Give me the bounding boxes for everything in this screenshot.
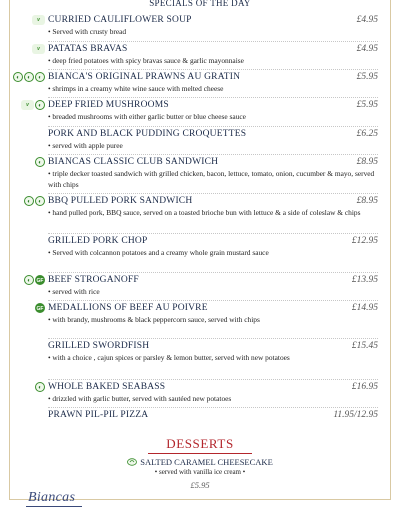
item-price: £15.45	[351, 341, 378, 351]
item-description: • Served with colcannon potatoes and a creamy whole grain mustard sauce	[48, 248, 269, 257]
item-divider	[48, 338, 378, 339]
item-description: • deep fried potatoes with spicy bravas sauce & garlic mayonnaise	[48, 56, 244, 65]
dietary-icons	[12, 72, 46, 83]
vegetarian-icon: ◐	[35, 157, 45, 167]
menu-item	[48, 409, 378, 421]
item-description: • drizzled with garlic butter, served with sautéed new potatoes	[48, 394, 232, 403]
menu-item	[37, 43, 378, 67]
dessert-description: • served with vanilla ice cream •	[154, 468, 246, 476]
item-price: £16.95	[351, 382, 378, 392]
vegetarian-icon: ◐	[35, 100, 45, 110]
item-name: PRAWN PIL-PIL PIZZA	[48, 410, 149, 420]
item-name: GRILLED SWORDFISH	[48, 341, 150, 351]
dietary-icons	[12, 196, 46, 207]
item-name: PATATAS BRAVAS	[48, 44, 128, 54]
item-name: GRILLED PORK CHOP	[48, 236, 148, 246]
item-price: £13.95	[351, 275, 378, 285]
vegan-icon: v	[32, 44, 45, 54]
menu-item	[37, 14, 378, 38]
menu-item	[26, 99, 378, 123]
vegan-icon: v	[32, 15, 45, 25]
item-divider	[48, 41, 378, 42]
dietary-icons	[12, 236, 46, 247]
item-description: • triple decker toasted sandwich with grilled chicken, bacon, lettuce, tomato, onion, cucumber & mayo, served with chips	[48, 169, 375, 189]
vegan-icon: v	[21, 100, 34, 110]
dietary-icons	[12, 382, 46, 393]
item-description: • with brandy, mushrooms & black peppercorn sauce, served with chips	[48, 315, 260, 324]
desserts-divider	[148, 453, 252, 454]
dietary-icons	[12, 303, 46, 314]
item-price: £14.95	[351, 303, 378, 313]
gluten-free-icon: GF	[35, 275, 45, 285]
item-name: BIANCA'S ORIGINAL PRAWNS AU GRATIN	[48, 72, 241, 82]
item-divider	[48, 300, 378, 301]
dietary-icons	[12, 15, 46, 26]
item-divider	[48, 154, 378, 155]
vegetarian-icon: ◐	[13, 72, 23, 82]
vegetarian-icon: ◐	[35, 382, 45, 392]
vegetarian-icon: ◐	[24, 275, 34, 285]
logo-underline	[26, 506, 82, 509]
item-name: MEDALLIONS OF BEEF AU POIVRE	[48, 303, 208, 313]
dietary-icons	[12, 129, 46, 140]
item-divider	[48, 97, 378, 98]
item-name: PORK AND BLACK PUDDING CROQUETTES	[48, 129, 247, 139]
logo-wordmark: Biancas	[28, 490, 76, 505]
vegetarian-icon	[127, 458, 137, 466]
item-price: £6.25	[356, 129, 378, 139]
menu-item	[48, 235, 378, 259]
dietary-icons	[12, 44, 46, 55]
menu-item	[38, 381, 378, 405]
dessert-price: £5.95	[190, 480, 210, 490]
dietary-icons	[12, 341, 46, 352]
item-price: 11.95/12.95	[333, 410, 378, 420]
item-price: £5.95	[356, 100, 378, 110]
vegetarian-icon: ◐	[35, 196, 45, 206]
item-description: • Served with crusty bread	[48, 27, 127, 36]
item-divider	[48, 69, 378, 70]
dietary-icons	[12, 410, 46, 421]
vegetarian-icon: ◐	[24, 196, 34, 206]
menu-item	[16, 71, 378, 95]
menu-item	[27, 274, 378, 298]
item-divider	[48, 126, 378, 127]
item-description: • with a choice , cajun spices or parsley & lemon butter, served with new potatoes	[48, 353, 290, 362]
vegetarian-icon: ◐	[35, 72, 45, 82]
item-price: £4.95	[356, 15, 378, 25]
menu-item	[27, 195, 378, 219]
dessert-name: SALTED CARAMEL CHEESECAKE	[140, 457, 273, 467]
menu-item	[48, 128, 378, 152]
item-price: £8.95	[356, 157, 378, 167]
item-name: CURRIED CAULIFLOWER SOUP	[48, 15, 192, 25]
specials-heading: SPECIALS OF THE DAY	[149, 0, 251, 8]
dessert-name-row	[100, 457, 300, 467]
item-description: • shrimps in a creamy white wine sauce with melted cheese	[48, 84, 224, 93]
menu-item	[38, 156, 378, 190]
dessert-item	[100, 457, 300, 491]
item-divider	[48, 272, 378, 273]
biancas-logo	[18, 489, 80, 513]
item-description: • breaded mushrooms with either garlic butter or blue cheese sauce	[48, 112, 246, 121]
item-price: £12.95	[351, 236, 378, 246]
item-price: £8.95	[356, 196, 378, 206]
item-divider	[48, 407, 378, 408]
menu-item	[36, 302, 378, 326]
gluten-free-icon: GF	[35, 303, 45, 313]
item-price: £5.95	[356, 72, 378, 82]
item-name: BIANCAS CLASSIC CLUB SANDWICH	[48, 157, 219, 167]
dietary-icons	[12, 157, 46, 168]
item-name: DEEP FRIED MUSHROOMS	[48, 100, 169, 110]
dietary-icons	[12, 275, 46, 286]
desserts-heading: DESSERTS	[166, 436, 234, 451]
item-divider	[48, 193, 378, 194]
vegetarian-icon: ◐	[24, 72, 34, 82]
item-name: BBQ PULLED PORK SANDWICH	[48, 196, 193, 206]
item-description: • hand pulled pork, BBQ sauce, served on a toasted brioche bun with lettuce & a side of coleslaw & chips	[48, 208, 361, 217]
item-divider	[48, 379, 378, 380]
item-divider	[48, 233, 378, 234]
item-name: BEEF STROGANOFF	[48, 275, 139, 285]
dietary-icons	[12, 100, 46, 111]
item-name: WHOLE BAKED SEABASS	[48, 382, 166, 392]
item-description: • served with rice	[48, 287, 100, 296]
item-price: £4.95	[356, 44, 378, 54]
menu-item	[48, 340, 378, 364]
item-description: • served with apple puree	[48, 141, 123, 150]
